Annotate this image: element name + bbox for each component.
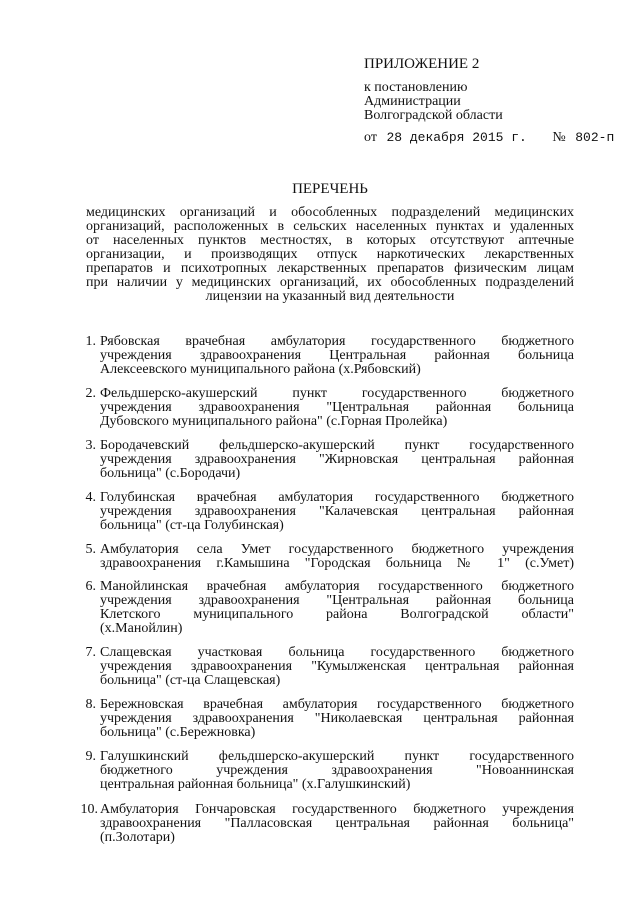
list-item bbox=[85, 542, 574, 571]
list-item-number: 6. bbox=[85, 579, 96, 594]
subtitle-line: при наличии у медицинских организаций, их обособленных подразделений bbox=[86, 275, 574, 290]
list-item-line: учреждения здравоохранения "Калачевская центральная районная bbox=[100, 504, 574, 519]
list-item-line: больница" (ст-ца Слащевская) bbox=[100, 673, 281, 688]
list-item-number: 8. bbox=[85, 697, 96, 712]
list-item bbox=[80, 802, 574, 845]
list-item-line: учреждения здравоохранения "Кумылженская центральная районная bbox=[100, 659, 574, 674]
list-item-number: 7. bbox=[85, 645, 96, 660]
appendix-line: Волгоградской области bbox=[364, 108, 503, 123]
list-item-line: (х.Манойлин) bbox=[100, 621, 183, 636]
list-item-number: 3. bbox=[85, 438, 96, 453]
list-item-line: учреждения здравоохранения Центральная районная больница bbox=[100, 348, 574, 363]
list-item bbox=[85, 438, 574, 481]
list-item-line: Алексеевского муниципального района (х.Рябовский) bbox=[100, 362, 421, 377]
subtitle-line: от населенных пунктов местностях, в которых отсутствуют аптечные bbox=[86, 233, 574, 248]
subtitle-line: медицинских организаций и обособленных подразделений медицинских bbox=[86, 205, 574, 220]
subtitle-line: организации, и производящих отпуск наркотических лекарственных bbox=[86, 247, 574, 262]
list-item bbox=[85, 579, 574, 636]
appendix-line: к постановлению bbox=[364, 80, 468, 95]
list-item bbox=[85, 645, 574, 688]
list-item-line: Дубовского муниципального района" (с.Горная Пролейка) bbox=[100, 414, 448, 429]
list-item-line: учреждения здравоохранения "Николаевская центральная районная bbox=[100, 711, 574, 726]
list-item-number: 9. bbox=[85, 749, 96, 764]
list-item-line: Бережновская врачебная амбулатория государственного бюджетного bbox=[100, 697, 574, 712]
list-item-line: бюджетного учреждения здравоохранения "Новоаннинская bbox=[100, 763, 574, 778]
list-item-line: больница" (с.Бородачи) bbox=[100, 466, 241, 481]
list-item-line: учреждения здравоохранения "Центральная районная больница bbox=[100, 400, 574, 415]
list-item-line: Слащевская участковая больница государственного бюджетного bbox=[100, 645, 574, 660]
resolution-date-line bbox=[364, 130, 614, 146]
list-item-line: здравоохранения г.Камышина "Городская больница № 1" (с.Умет) bbox=[100, 556, 574, 571]
resolution-date: 28 декабря 2015 г. bbox=[386, 130, 527, 145]
subtitle-line: лицензии на указанный вид деятельности bbox=[205, 289, 455, 304]
list-item bbox=[85, 490, 574, 533]
list-item-line: учреждения здравоохранения "Центральная районная больница bbox=[100, 593, 574, 608]
list-item-line: больница" (с.Бережновка) bbox=[100, 725, 256, 740]
list-item-number: 2. bbox=[85, 386, 96, 401]
list-item-number: 1. bbox=[85, 334, 96, 349]
list-item-line: больница" (ст-ца Голубинская) bbox=[100, 518, 284, 533]
date-prefix: от bbox=[364, 130, 377, 145]
number-prefix: № bbox=[552, 130, 566, 145]
list-item bbox=[85, 749, 574, 792]
list-item-line: центральная районная больница" (х.Галушкинский) bbox=[100, 777, 411, 792]
appendix-line: Администрации bbox=[364, 94, 461, 109]
list-item-line: Фельдшерско-акушерский пункт государственного бюджетного bbox=[100, 386, 574, 401]
list-item-line: Рябовская врачебная амбулатория государственного бюджетного bbox=[100, 334, 574, 349]
list-item bbox=[85, 697, 574, 740]
list-item-line: Амбулатория Гончаровская государственного бюджетного учреждения bbox=[100, 802, 574, 817]
list-item-line: Амбулатория села Умет государственного бюджетного учреждения bbox=[100, 542, 574, 557]
list-item bbox=[85, 386, 574, 429]
subtitle-line: препаратов и психотропных лекарственных препаратов физическим лицам bbox=[86, 261, 574, 276]
list-item-number: 10. bbox=[80, 802, 98, 817]
appendix-title: ПРИЛОЖЕНИЕ 2 bbox=[364, 56, 480, 72]
list-item-line: Галушкинский фельдшерско-акушерский пункт государственного bbox=[100, 749, 574, 764]
list-item-line: Клетского муниципального района Волгоградской области" bbox=[100, 607, 574, 622]
list-item-line: Бородачевский фельдшерско-акушерский пункт государственного bbox=[100, 438, 574, 453]
list-item bbox=[85, 334, 574, 377]
list-item-number: 5. bbox=[85, 542, 96, 557]
list-item-line: Голубинская врачебная амбулатория государственного бюджетного bbox=[100, 490, 574, 505]
appendix-reference bbox=[364, 81, 503, 123]
list-item-line: учреждения здравоохранения "Жирновская центральная районная bbox=[100, 452, 574, 467]
list-item-line: (п.Золотари) bbox=[100, 830, 175, 845]
list-item-number: 4. bbox=[85, 490, 96, 505]
resolution-number: 802-п bbox=[575, 130, 615, 145]
subtitle-line: организаций, расположенных в сельских населенных пунктах и удаленных bbox=[86, 219, 574, 234]
document-subtitle bbox=[86, 206, 574, 304]
document-title: ПЕРЕЧЕНЬ bbox=[292, 181, 368, 197]
list-item-line: Манойлинская врачебная амбулатория государственного бюджетного bbox=[100, 579, 574, 594]
list-item-line: здравоохранения "Палласовская центральная районная больница" bbox=[100, 816, 574, 831]
